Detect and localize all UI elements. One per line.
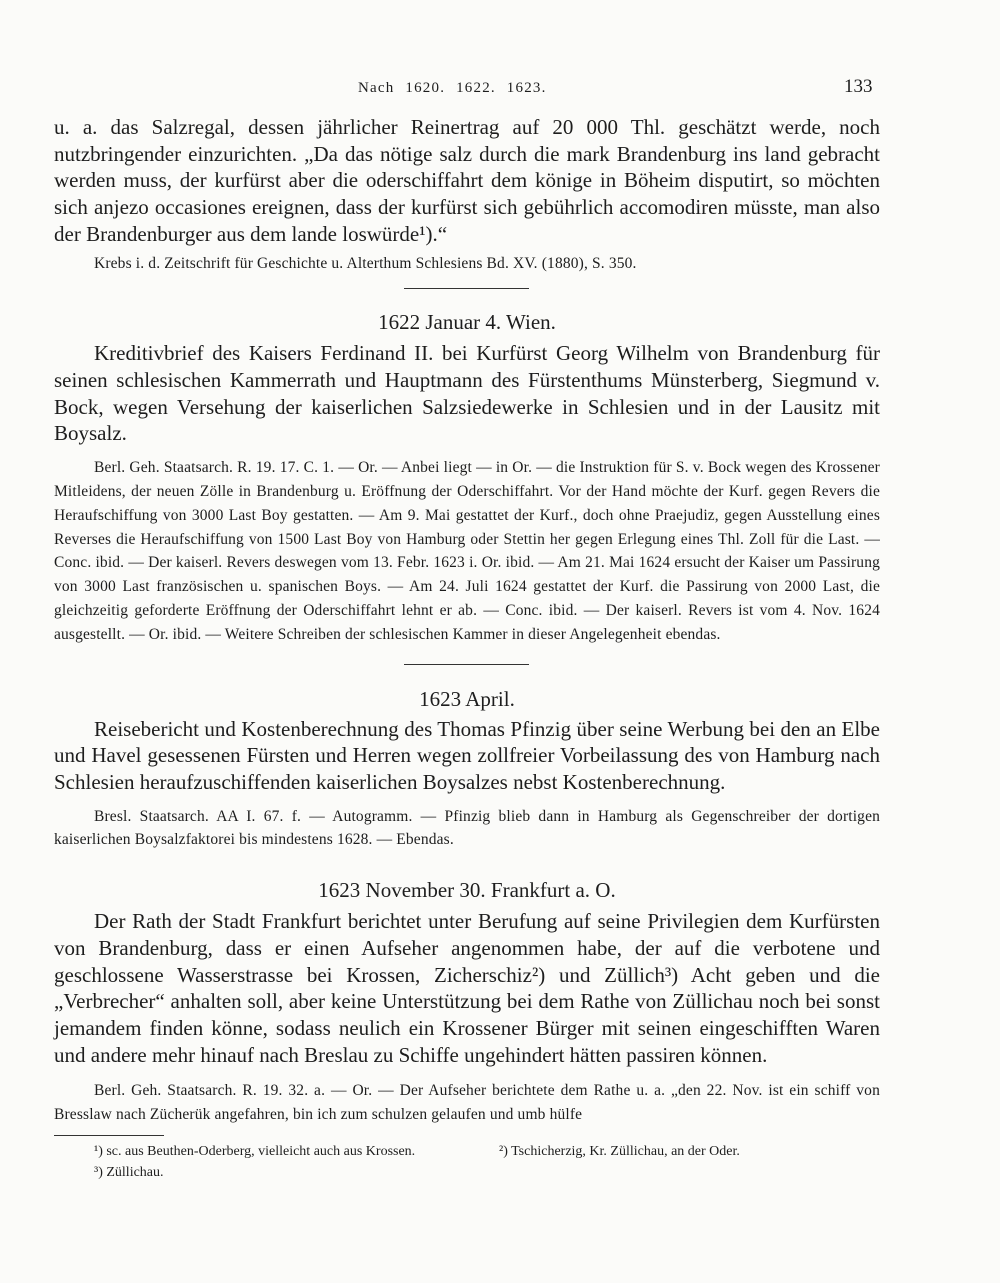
page-number: 133 [844,76,873,97]
continued-paragraph: u. a. das Salzregal, dessen jährlicher Reinertrag auf 20 000 Thl. geschätzt werde, noch nutzbringender einzurichten. „Da das nötige salz durch die mark Brandenburg ins land gebracht werden muss, der kurfürst aber die oderschiffahrt dem könige in Böheim disputirt, so möchten sich anjezo occasiones ereignen, dass der kurfürst sich gebührlich accomodiren müsste, man also der Brandenburger aus dem lande loswürde¹).“ [54,115,880,246]
entry-note-1622: Berl. Geh. Staatsarch. R. 19. 17. C. 1. — Or. — Anbei liegt — in Or. — die Instruktion für S. v. Bock wegen des Krossener Mitleidens, der neuen Zölle in Brandenburg u. Eröffnung der Oderschiffahrt. Vor der Hand möchte der Kurf. gegen Revers die Heraufschiffung von 3000 Last Boy gestatten. — Am 9. Mai gestattet der Kurf., doch ohne Praejudiz, gegen Ausstellung eines Reverses die Heraufschiffung von 1500 Last Boy von Hamburg oder Stettin her gegen Erlegung eines Thl. Zoll für die Last. — Conc. ibid. — Der kaiserl. Revers deswegen vom 13. Febr. 1623 i. Or. ibid. — Am 21. Mai 1624 ersucht der Kaiser um Passirung von 3000 Last französischen u. spanischen Boys. — Am 24. Juli 1624 gestattet der Kurf. die Passirung von 2000 Last, die gleichzeitig geforderte Eröffnung der Oderschiffahrt lehnt er ab. — Conc. ibid. — Der kaiserl. Revers ist vom 4. Nov. 1624 ausgestellt. — Or. ibid. — Weitere Schreiben der schlesischen Kammer in dieser Angelegenheit ebendas. [54,459,880,643]
entry-summary-1623-november: Der Rath der Stadt Frankfurt berichtet unter Berufung auf seine Privilegien dem Kurfürsten von Brandenburg, dass er einen Aufseher angenommen habe, der auf die verbotene und geschlossene Wasserstrasse bei Krossen, Zicherschiz²) und Züllich³) Acht geben und die „Verbrecher“ anhalten soll, aber keine Unterstützung bei dem Rathe von Züllichau noch bei sonst jemandem finden könne, sodass neulich ein Krossener Bürger mit seinen eingeschifften Waren und andere mehr hinauf nach Breslau zu Schiffe ungehindert hätten passiren können. [54,909,880,1067]
entry-heading-1623-april: 1623 April. [419,686,515,711]
footnotes [54,1141,880,1183]
entry-summary-1622: Kreditivbrief des Kaisers Ferdinand II. bei Kurfürst Georg Wilhelm von Brandenburg für seinen schlesischen Kammerrath und Hauptmann des Fürstenthums Münsterberg, Siegmund v. Bock, wegen Versehung der kaiserlichen Salzsiedewerke in Schlesien und in der Lausitz mit Boysalz. [54,341,880,446]
source-citation: Krebs i. d. Zeitschrift für Geschichte u. Alterthum Schlesiens Bd. XV. (1880), S. 350. [94,254,637,272]
entry-heading-1622: 1622 Januar 4. Wien. [378,310,556,335]
footnote-1: ¹) sc. aus Beuthen-Oderberg, vielleicht auch aus Krossen. [94,1144,416,1160]
footnote-2: ²) Tschicherzig, Kr. Züllichau, an der Oder. [499,1144,740,1160]
running-head: Nach 1620. 1622. 1623. [358,80,547,96]
page-header [0,76,1000,100]
page-body [54,114,880,1183]
footnote-divider [54,1135,164,1136]
section-divider [404,664,529,665]
footnote-3: ³) Züllichau. [94,1165,164,1181]
entry-note-1623-april: Bresl. Staatsarch. AA I. 67. f. — Autogramm. — Pfinzig blieb dann in Hamburg als Gegenschreiber der dortigen kaiserlichen Boysalzfaktorei bis mindestens 1628. — Ebendas. [54,807,880,849]
entry-summary-1623-april: Reisebericht und Kostenberechnung des Thomas Pfinzig über seine Werbung bei den an Elbe und Havel gesessenen Fürsten und Herren wegen zollfreier Vorbeilassung des von Hamburg nach Schlesien heraufzuschiffenden kaiserlichen Boysalzes nebst Kostenberechnung. [54,716,880,794]
section-divider [404,288,529,289]
entry-heading-1623-november: 1623 November 30. Frankfurt a. O. [318,878,616,903]
entry-note-1623-november: Berl. Geh. Staatsarch. R. 19. 32. a. — Or. — Der Aufseher berichtete dem Rathe u. a. „den 22. Nov. ist ein schiff von Bresslaw nach Zücherük angefahren, bin ich zum schulzen gelaufen und umb hülfe [54,1082,880,1124]
